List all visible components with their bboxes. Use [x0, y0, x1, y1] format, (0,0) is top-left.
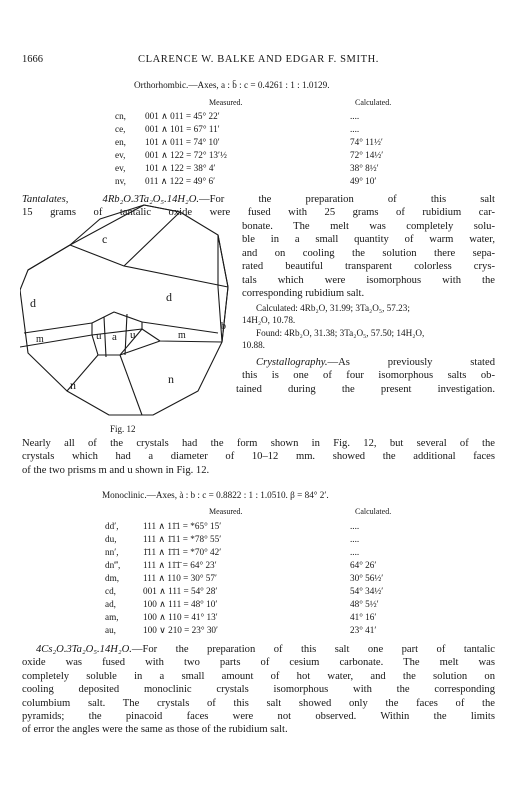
text-line: Found: 4Rb₂O, 31.38; 3Ta₂O₅, 57.50; 14H₂O,	[256, 328, 425, 338]
calculated-angle: ....	[350, 521, 360, 531]
found-analysis	[256, 327, 424, 340]
measured-angle: 001 ∧ 122 = 72° 13′½	[145, 150, 227, 160]
text-line: this is one of four isomorphous salts ob-	[242, 370, 495, 382]
face-pair: dn‴,	[105, 560, 121, 570]
figure-caption: Fig. 12	[110, 424, 136, 434]
edge	[104, 317, 106, 357]
face-pair: en,	[115, 137, 126, 147]
measured-angle: 1̄11 ∧ 1̄1̄1 = *70° 42′	[143, 547, 222, 557]
table-row	[105, 624, 383, 637]
figure-label-c: c	[102, 232, 108, 246]
calculated-angle: ....	[350, 547, 360, 557]
calculated-angle: ....	[350, 124, 360, 134]
edge	[24, 323, 92, 333]
table2-body	[105, 520, 383, 637]
tantalates-line1-rest: —For the preparation of this salt	[199, 194, 495, 205]
found-analysis-cont	[242, 339, 265, 352]
calculated-angle: 72° 14½′	[350, 150, 384, 160]
measured-angle: 111 ∧ 11̄1 = *65° 15′	[143, 521, 222, 531]
edge	[124, 266, 228, 287]
text-line: 4Cs₂O.3Ta₂O₅.14H₂O.—For the preparation of this salt one part of tantalic	[36, 644, 495, 655]
face-pair: cn,	[115, 111, 126, 121]
face-c	[70, 205, 180, 266]
text-line: 15 grams of tantalic oxide were fused with 25 grams of rubidium car-	[22, 207, 495, 219]
table-row	[105, 598, 383, 611]
text-line: tals which were isomorphous with the	[242, 274, 495, 286]
tantalates-paragraph-right	[242, 220, 495, 300]
face-pair: du,	[105, 534, 117, 544]
measured-angle: 100 ∧ 111 = 48° 10′	[143, 599, 218, 609]
figure-label-d-center: d	[166, 290, 172, 304]
figure-label-m-right: m	[178, 330, 186, 341]
measured-angle: 100 ∧ 110 = 41° 13′	[143, 612, 218, 622]
table2-calculated-header: Calculated.	[355, 507, 392, 516]
monoclinic-axes: Monoclinic.—Axes, à : b : c = 0.8822 : 1 : 1.0510. β = 84° 2′.	[102, 490, 329, 500]
text-line: 10.88.	[242, 340, 265, 350]
face-pair: ev,	[115, 163, 126, 173]
table-row	[105, 520, 383, 533]
face-m-band	[20, 329, 222, 347]
table-row	[115, 136, 383, 149]
measured-angle: 111 ∧ 11̄1̄ = 64° 23′	[143, 560, 217, 570]
text-line: and on cooling the solution there sepa-	[242, 247, 495, 259]
figure-label-d-left: d	[30, 296, 36, 310]
table-row	[105, 533, 383, 546]
face-pair: dd′,	[105, 521, 119, 531]
crystal-outline	[20, 205, 228, 415]
edge	[28, 245, 70, 270]
text-line: of error the angles were the same as those of the rubidium salt.	[22, 724, 288, 736]
measured-angle: 011 ∧ 122 = 49° 6′	[145, 176, 216, 186]
table-row	[115, 149, 383, 162]
table-row	[105, 572, 383, 585]
running-title: CLARENCE W. BALKE AND EDGAR F. SMITH.	[138, 54, 379, 65]
table-row	[105, 559, 383, 572]
face-pair: am,	[105, 612, 119, 622]
orthorhombic-angle-table	[115, 110, 383, 188]
calculated-angle: 48° 5½′	[350, 599, 379, 609]
crystallography-heading: Crystallography.	[256, 357, 328, 368]
text-line: completely soluble in a small amount of hot water, and the solution on	[22, 670, 495, 682]
face-pair: ad,	[105, 599, 116, 609]
calculated-angle: 23° 41′	[350, 625, 377, 635]
table1-measured-header: Measured.	[209, 98, 243, 107]
face-pair: nn′,	[105, 547, 119, 557]
figure-label-n-center: n	[168, 372, 174, 386]
table-row	[115, 110, 383, 123]
text-line: of the two prisms m and u shown in Fig. 12.	[22, 464, 210, 476]
measured-angle: 111 ∧ 1̄11 = *78° 55′	[143, 534, 222, 544]
table2-measured-header: Measured.	[209, 507, 243, 516]
figure-label-u-right: u	[130, 329, 136, 341]
face-pair: nv,	[115, 176, 126, 186]
cesium-paragraph	[22, 643, 495, 737]
monoclinic-angle-table	[105, 520, 383, 637]
face-pair: dm,	[105, 573, 120, 583]
measured-angle: 111 ∧ 110 = 30° 57′	[143, 573, 217, 583]
calculated-angle: 74° 11½′	[350, 137, 383, 147]
calculated-angle: ....	[350, 534, 360, 544]
table-row	[115, 162, 383, 175]
figure-label-a: a	[112, 331, 117, 343]
text-line: crystals which had a diameter of 10–12 mm. showed the additional faces	[22, 451, 495, 463]
face-pair: ev,	[115, 150, 126, 160]
text-line: pyramids; the pinacoid faces were not observed. Within the limits	[22, 710, 495, 722]
calculated-analysis	[256, 302, 410, 315]
measured-angle: 001 ∧ 101 = 67° 11′	[145, 124, 220, 134]
text-line: Calculated: 4Rb₂O, 31.99; 3Ta₂O₅, 57.23;	[256, 303, 410, 313]
table-row	[105, 546, 383, 559]
edge	[125, 314, 127, 355]
measured-angle: 001 ∧ 011 = 45° 22′	[145, 111, 220, 121]
crystallography-paragraph-full	[22, 437, 495, 477]
cesium-heading: 4Cs₂O.3Ta₂O₅.14H₂O.	[36, 644, 132, 655]
figure-label-n-left: n	[70, 378, 76, 392]
text-line: columbium salt. The crystals of this salt showed only the faces of the	[22, 697, 495, 709]
text-line: 14H₂O, 10.78.	[242, 315, 296, 325]
figure-label-u-left: u	[96, 330, 102, 342]
text-line: tained during the present investigation.	[236, 383, 495, 395]
edge	[120, 355, 142, 415]
tantalates-heading: Tantalates, 4Rb₂O.3Ta₂O₅.14H₂O.	[22, 194, 199, 205]
text-line: bonate. The melt was completely solu-	[242, 221, 495, 232]
text-line: cooling deposited monoclinic crystals isomorphous with the corresponding	[22, 684, 495, 696]
text-line: corresponding rubidium salt.	[242, 287, 365, 299]
calculated-angle: 30° 56½′	[350, 573, 384, 583]
calculated-angle: 64° 26′	[350, 560, 377, 570]
orthorhombic-axes: Orthorhombic.—Axes, a : b̄ : c = 0.4261 : 1 : 1.0129.	[134, 80, 330, 90]
measured-angle: 001 ∧ 111 = 54° 28′	[143, 586, 218, 596]
face-pair: cd,	[105, 586, 116, 596]
text-line: rated beautiful transparent colorless crys-	[242, 261, 495, 273]
face-pair: ce,	[115, 124, 126, 134]
calculated-angle: 41° 16′	[350, 612, 377, 622]
calculated-angle: 54° 34½′	[350, 586, 384, 596]
table-row	[105, 611, 383, 624]
page-number: 1666	[22, 54, 43, 65]
table1-calculated-header: Calculated.	[355, 98, 392, 107]
calculated-angle: 38° 8½′	[350, 163, 379, 173]
table1-body	[115, 110, 383, 188]
page-header	[22, 54, 495, 68]
table-row	[105, 585, 383, 598]
text-line: Nearly all of the crystals had the form shown in Fig. 12, but several of the	[22, 438, 495, 449]
measured-angle: 101 ∧ 011 = 74° 10′	[145, 137, 220, 147]
calculated-angle: ....	[350, 111, 360, 121]
measured-angle: 100 ∨ 210 = 23° 30′	[143, 625, 219, 635]
measured-angle: 101 ∧ 122 = 38° 4′	[145, 163, 216, 173]
text-line: oxide was fused with two parts of cesium carbonate. The melt was	[22, 657, 495, 669]
crystallography-paragraph	[236, 356, 495, 396]
table-row	[115, 123, 383, 136]
face-pair: au,	[105, 625, 116, 635]
calculated-analysis-cont	[242, 314, 295, 327]
figure-label-m-left: m	[36, 334, 44, 345]
text-line: ble in a small quantity of warm water,	[242, 234, 495, 246]
calculated-angle: 49° 10′	[350, 176, 377, 186]
text-line: Crystallography.—As previously stated	[256, 357, 495, 368]
crystal-figure	[20, 183, 238, 421]
figure-label-b: b	[221, 321, 226, 332]
